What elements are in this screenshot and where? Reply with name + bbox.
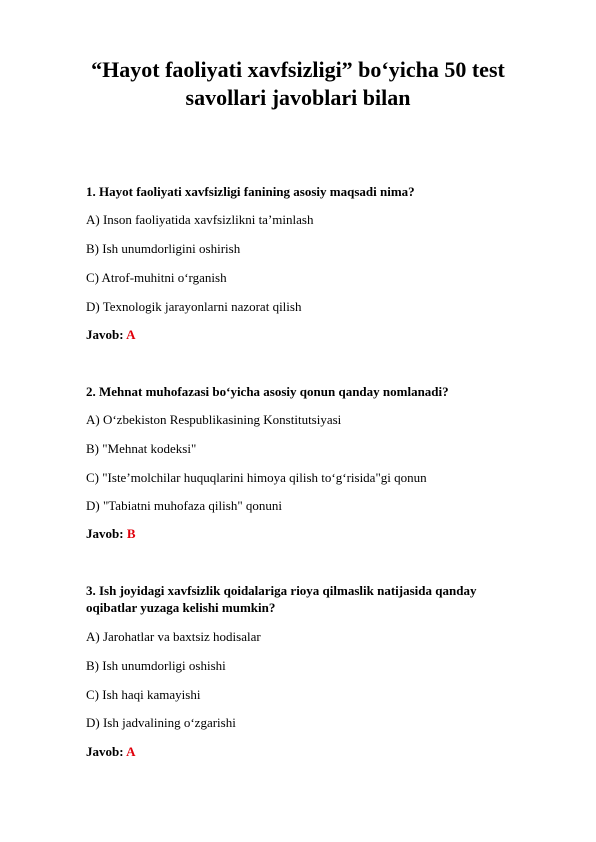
question-2-option-c: C) "Iste’molchilar huquqlarini himoya qilish to‘g‘risida"gi qonun — [86, 470, 427, 485]
question-2-option-a: A) O‘zbekiston Respublikasining Konstitutsiyasi — [86, 412, 342, 427]
question-3-option-c: C) Ish haqi kamayishi — [86, 687, 201, 702]
question-2-answer — [86, 525, 135, 542]
answer-key: B — [126, 526, 136, 541]
question-2-option-b: B) "Mehnat kodeksi" — [86, 441, 197, 456]
answer-key: A — [126, 327, 136, 342]
question-2-option-d: D) "Tabiatni muhofaza qilish" qonuni — [86, 498, 282, 513]
question-3: 3. Ish joyidagi xavfsizlik qoidalariga rioya qilmaslik natijasida qanday oqibatlar yuzaga kelishi mumkin? — [86, 583, 477, 615]
question-1-option-c: C) Atrof-muhitni o‘rganish — [86, 270, 227, 285]
question-1: 1. Hayot faoliyati xavfsizligi fanining asosiy maqsadi nima? — [86, 184, 415, 199]
document-title: “Hayot faoliyati xavfsizligi” bo‘yicha 50 test savollari javoblari bilan — [91, 57, 505, 110]
question-2: 2. Mehnat muhofazasi bo‘yicha asosiy qonun qanday nomlanadi? — [86, 384, 449, 399]
answer-label: Javob: — [86, 327, 127, 342]
answer-label: Javob: — [86, 526, 127, 541]
question-1-option-a: A) Inson faoliyatida xavfsizlikni ta’minlash — [86, 212, 314, 227]
question-3-answer — [86, 743, 135, 760]
question-3-option-b: B) Ish unumdorligi oshishi — [86, 658, 226, 673]
question-1-option-b: B) Ish unumdorligini oshirish — [86, 241, 241, 256]
question-1-answer — [86, 326, 135, 343]
question-3-option-d: D) Ish jadvalining o‘zgarishi — [86, 715, 236, 730]
answer-label: Javob: — [86, 744, 127, 759]
answer-key: A — [126, 744, 136, 759]
question-3-option-a: A) Jarohatlar va baxtsiz hodisalar — [86, 629, 261, 644]
question-1-option-d: D) Texnologik jarayonlarni nazorat qilish — [86, 299, 302, 314]
